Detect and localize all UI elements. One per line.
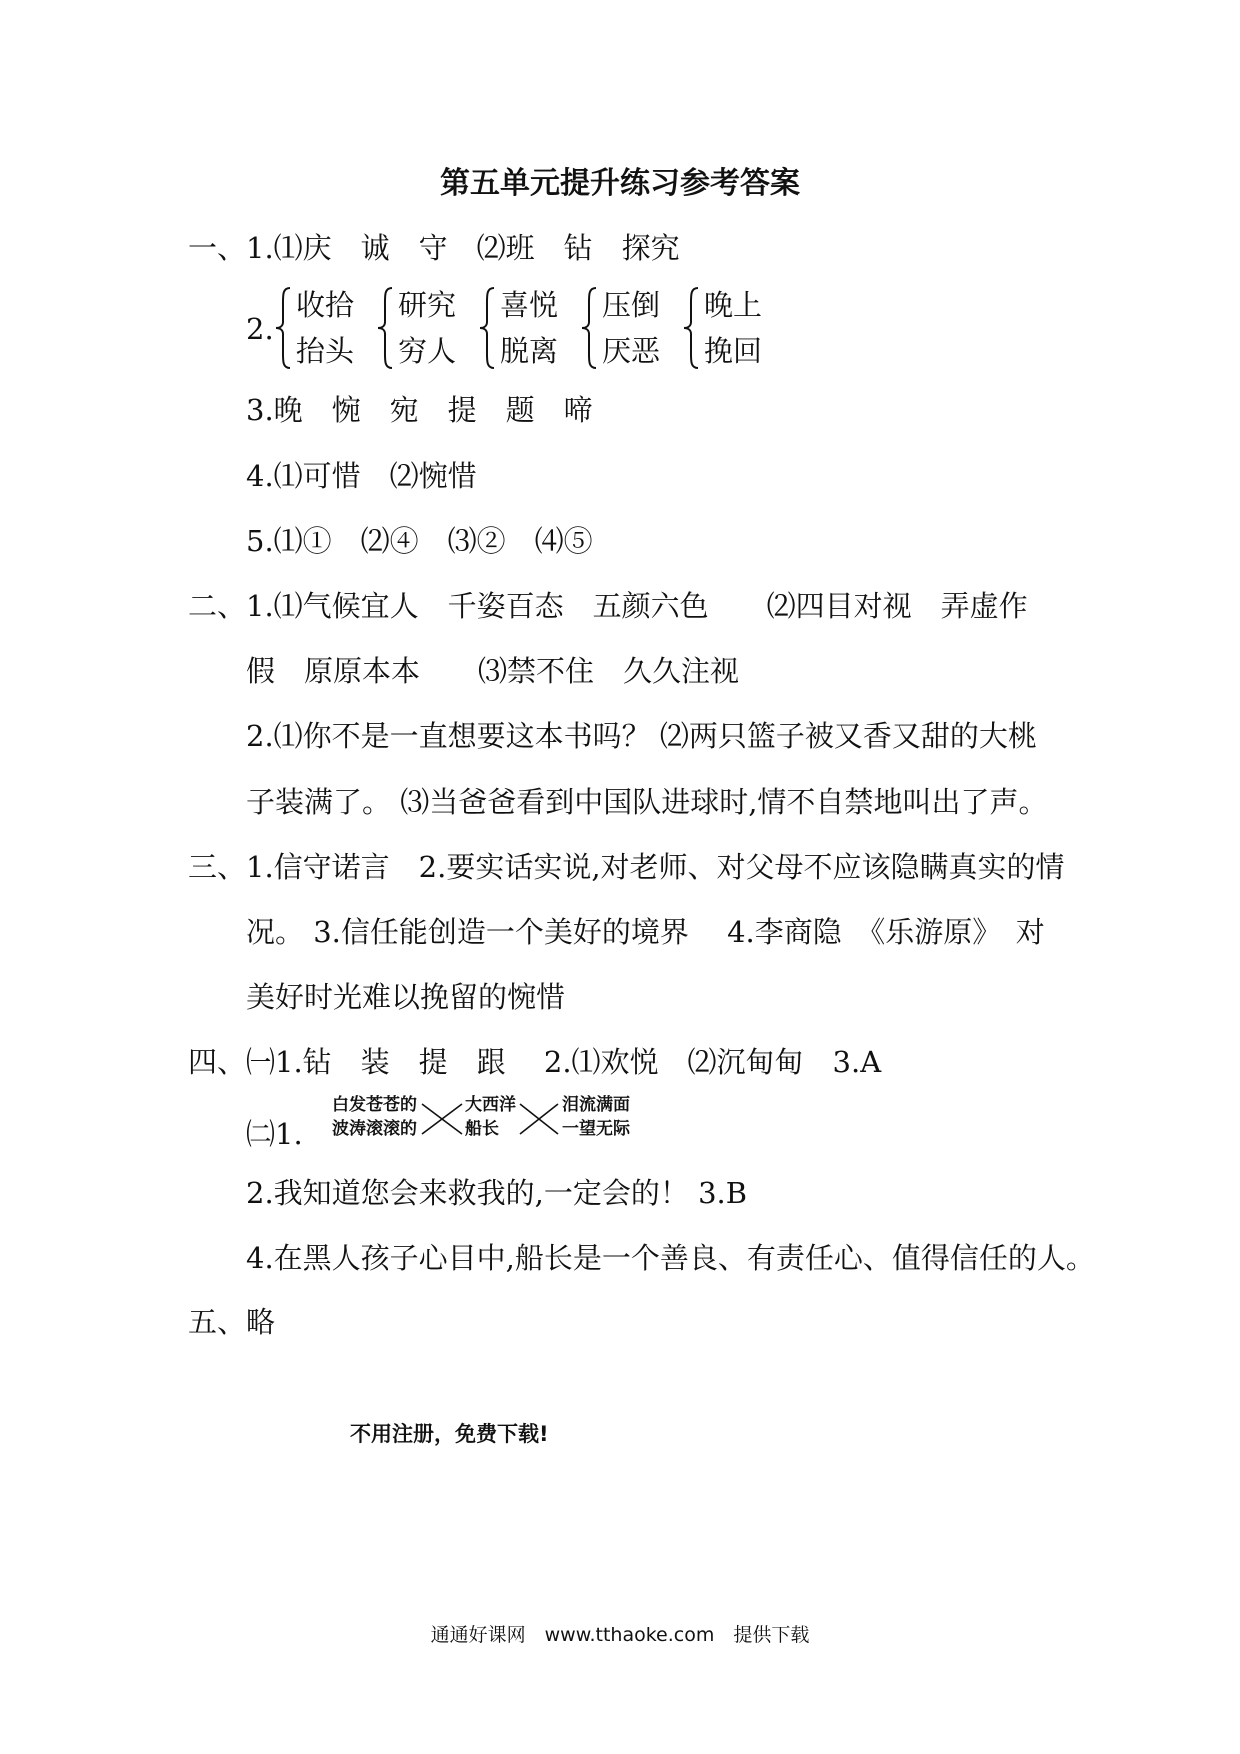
answer-line-s3-a: 三、1.信守诺言 2.要实话实说,对老师、对父母不应该隐瞒真实的情 — [188, 850, 1065, 884]
match-right-item: 一望无际 — [562, 1119, 630, 1139]
pair-bottom: 抬头 — [296, 334, 355, 368]
answer-line-s4-3: 2.我知道您会来救我的,一定会的！ 3.B — [246, 1176, 748, 1210]
brace-icon — [580, 286, 598, 370]
pair-top: 收拾 — [296, 288, 355, 322]
download-note: 不用注册，免费下载! — [350, 1422, 549, 1446]
match-right-column — [562, 1093, 630, 1141]
match-middle-column — [465, 1093, 516, 1141]
answer-line-s2-1b: 假 原原本本 ⑶禁不住 久久注视 — [246, 654, 740, 688]
answer-line-s3-b: 况。 3.信任能创造一个美好的境界 4.李商隐 《乐游原》 对 — [246, 915, 1045, 949]
match-right-item: 泪流满面 — [562, 1095, 630, 1115]
answer-line-s1-4: 4.⑴可惜 ⑵惋惜 — [246, 459, 477, 493]
match-middle-item: 大西洋 — [465, 1095, 516, 1115]
page-footer: 通通好课网 www.tthaoke.com 提供下载 — [430, 1624, 810, 1646]
page-title: 第五单元提升练习参考答案 — [440, 166, 800, 201]
answer-line-s1-5: 5.⑴① ⑵④ ⑶② ⑷⑤ — [246, 524, 593, 558]
word-pair-1 — [274, 282, 354, 374]
answer-line-s2-2b: 子装满了。 ⑶当爸爸看到中国队进球时,情不自禁地叫出了声。 — [246, 785, 1048, 819]
match-cross-lines — [420, 1096, 464, 1140]
match-cross-lines — [518, 1096, 560, 1140]
pair-bottom: 厌恶 — [602, 334, 661, 368]
answer-line-s1-1: 一、1.⑴庆 诚 守 ⑵班 钻 探究 — [188, 231, 680, 265]
brace-icon — [682, 286, 700, 370]
match-left-item: 波涛滚滚的 — [332, 1119, 417, 1139]
brace-icon — [478, 286, 496, 370]
pair-bottom: 脱离 — [500, 334, 559, 368]
pair-top: 晚上 — [704, 288, 763, 322]
answer-line-s5: 五、略 — [188, 1305, 276, 1339]
match-middle-item: 船长 — [465, 1119, 499, 1139]
answer-line-s4-1: 四、㈠1.钻 装 提 跟 2.⑴欢悦 ⑵沉甸甸 3.A — [188, 1045, 882, 1079]
answer-line-s2-1a: 二、1.⑴气候宜人 千姿百态 五颜六色 ⑵四目对视 弄虚作 — [188, 589, 1028, 623]
pair-top: 研究 — [398, 288, 457, 322]
answer-line-s2-2a: 2.⑴你不是一直想要这本书吗？ ⑵两只篮子被又香又甜的大桃 — [246, 719, 1037, 753]
word-pair-3 — [478, 282, 558, 374]
pair-bottom: 穷人 — [398, 334, 457, 368]
brace-icon — [376, 286, 394, 370]
match-left-item: 白发苍苍的 — [332, 1095, 417, 1115]
answer-line-s4-4: 4.在黑人孩子心目中,船长是一个善良、有责任心、值得信任的人。 — [246, 1241, 1095, 1275]
brace-icon — [274, 286, 292, 370]
word-pair-2 — [376, 282, 456, 374]
pair-top: 喜悦 — [500, 288, 559, 322]
answer-line-s1-3: 3.晚 惋 宛 提 题 啼 — [246, 393, 593, 427]
match-left-column — [332, 1093, 417, 1141]
answer-label-s4-2: ㈡1. — [246, 1117, 303, 1151]
word-pair-5 — [682, 282, 762, 374]
answer-label-s1-2: 2. — [246, 312, 274, 346]
pair-top: 压倒 — [602, 288, 661, 322]
answer-line-s3-c: 美好时光难以挽留的惋惜 — [246, 980, 566, 1014]
pair-bottom: 挽回 — [704, 334, 763, 368]
word-pair-4 — [580, 282, 660, 374]
